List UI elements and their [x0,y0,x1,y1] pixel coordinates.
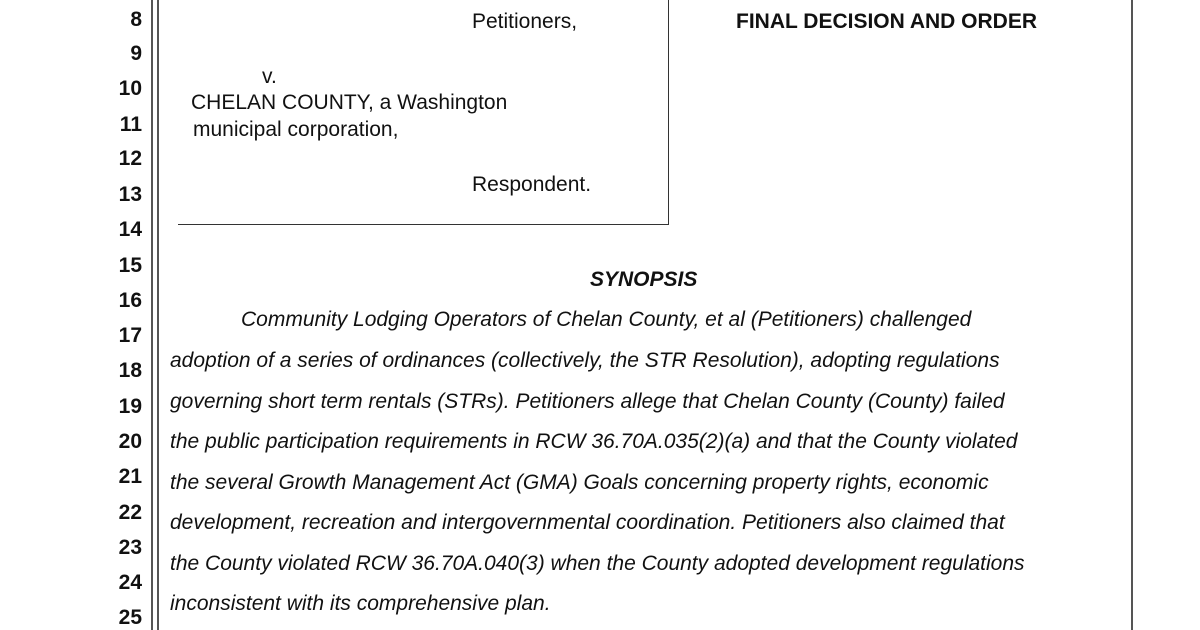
line-number: 18 [118,359,142,382]
line-number: 20 [118,430,142,453]
synopsis-line: governing short term rentals (STRs). Petitioners allege that Chelan County (County) failed [170,390,1005,413]
line-number: 19 [118,395,142,418]
line-number: 17 [118,324,142,347]
synopsis-line: Community Lodging Operators of Chelan County, et al (Petitioners) challenged [241,308,972,331]
line-number: 21 [118,465,142,488]
synopsis-line: the several Growth Management Act (GMA) Goals concerning property rights, economic [170,471,989,494]
line-number: 14 [118,218,142,241]
synopsis-line: development, recreation and intergovernmental coordination. Petitioners also claimed that [170,511,1005,534]
versus-label: v. [262,65,277,88]
left-margin-rule-inner [157,0,159,630]
line-number: 12 [118,147,142,170]
line-number: 13 [118,183,142,206]
petitioners-label: Petitioners, [472,10,578,33]
synopsis-line: adoption of a series of ordinances (collectively, the STR Resolution), adopting regulations [170,349,1000,372]
line-number: 10 [118,77,142,100]
right-margin-rule [1131,0,1133,630]
line-number: 25 [118,606,142,629]
respondent-name-line1: CHELAN COUNTY, a Washington [191,91,508,114]
line-number: 23 [118,536,142,559]
line-number: 15 [118,254,142,277]
document-title: FINAL DECISION AND ORDER [736,10,1038,33]
synopsis-line: inconsistent with its comprehensive plan. [170,592,551,615]
respondent-name-line2: municipal corporation, [193,118,399,141]
synopsis-line: the County violated RCW 36.70A.040(3) when the County adopted development regulations [170,552,1025,575]
respondent-label: Respondent. [472,173,592,196]
line-number: 24 [118,571,142,594]
line-number-column [0,0,150,630]
synopsis-heading: SYNOPSIS [590,268,698,291]
line-number: 9 [130,42,142,65]
synopsis-line: the public participation requirements in RCW 36.70A.035(2)(a) and that the County violated [170,430,1018,453]
left-margin-rule-outer [151,0,153,630]
line-number: 8 [130,8,142,31]
line-number: 11 [119,113,142,136]
line-number: 22 [118,501,142,524]
line-number: 16 [118,289,142,312]
